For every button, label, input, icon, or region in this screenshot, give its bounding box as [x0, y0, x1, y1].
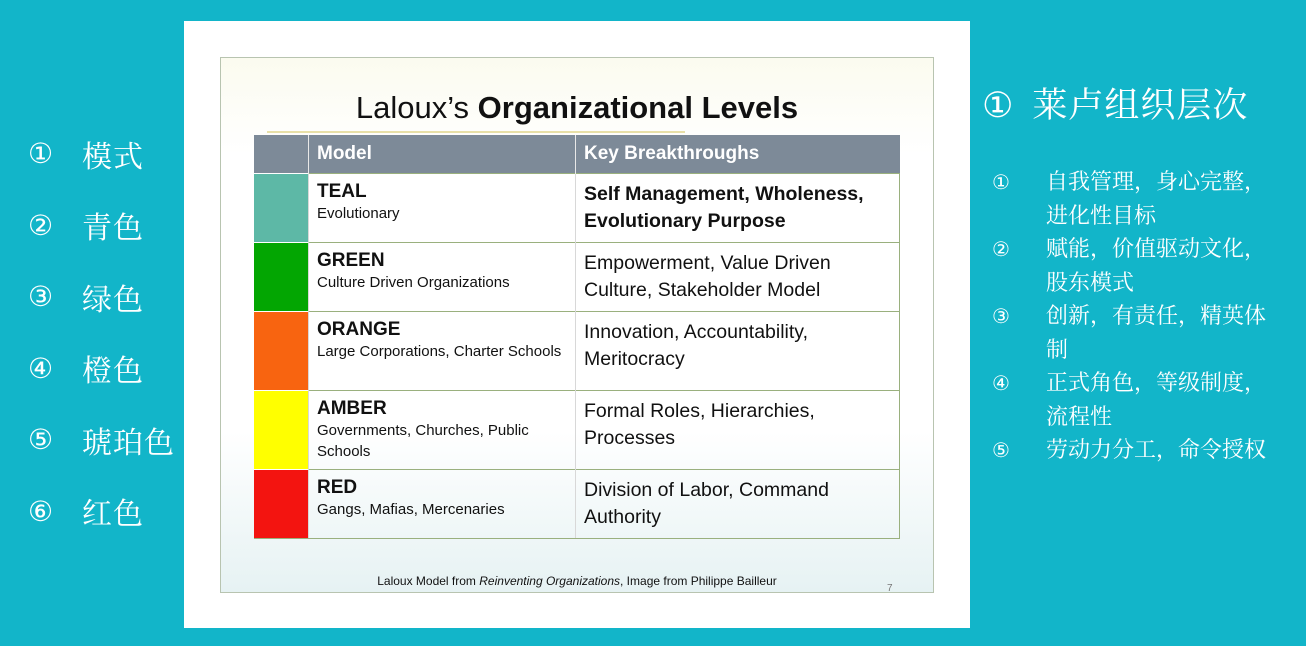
table-row-amber	[254, 391, 900, 470]
right-title: ① 莱卢组织层次	[982, 86, 1249, 126]
model-header: Model	[309, 135, 576, 174]
model-cell: RED Gangs, Mafias, Mercenaries	[309, 470, 576, 539]
table-row-red	[254, 470, 900, 539]
model-cell: ORANGE Large Corporations, Charter Schools	[309, 312, 576, 391]
slide-caption: Laloux Model from Reinventing Organizations, Image from Philippe Bailleur	[377, 574, 777, 588]
model-cell: GREEN Culture Driven Organizations	[309, 243, 576, 312]
model-cell: TEAL Evolutionary	[309, 174, 576, 243]
levels-table	[254, 135, 900, 539]
title-underline	[267, 131, 685, 133]
slide-page-number: 7	[887, 583, 893, 594]
color-swatch-green	[254, 243, 309, 312]
slide-title: Laloux’s Organizational Levels	[355, 90, 799, 125]
breakthroughs-cell: Innovation, Accountability, Meritocracy	[576, 312, 900, 391]
right-item: ③ 创新，有责任，精英体制	[992, 304, 1267, 363]
slide-image	[220, 57, 934, 593]
breakthroughs-cell: Formal Roles, Hierarchies, Processes	[576, 391, 900, 470]
table-row-teal	[254, 174, 900, 243]
left-item-green: ③ 绿色	[28, 280, 144, 318]
swatch-header	[254, 135, 309, 174]
breakthroughs-cell: Division of Labor, Command Authority	[576, 470, 900, 539]
left-item-model: ① 模式	[28, 137, 144, 175]
color-swatch-teal	[254, 174, 309, 243]
left-item-amber: ⑤ 琥珀色	[28, 423, 175, 461]
right-item: ② 赋能，价值驱动文化，股东模式	[992, 237, 1267, 296]
left-item-teal: ② 青色	[28, 208, 144, 247]
left-list	[28, 118, 188, 547]
right-item: ⑤ 劳动力分工，命令授权	[992, 438, 1267, 463]
right-item: ④ 正式角色，等级制度，流程性	[992, 371, 1267, 430]
left-item-red: ⑥ 红色	[28, 494, 144, 533]
left-item-orange: ④ 橙色	[28, 351, 144, 390]
color-swatch-orange	[254, 312, 309, 391]
table-header-row	[254, 135, 900, 174]
model-cell: AMBER Governments, Churches, Public Schools	[309, 391, 576, 470]
table-row-green	[254, 243, 900, 312]
breakthroughs-cell: Self Management, Wholeness, Evolutionary Purpose	[576, 174, 900, 243]
breakthroughs-cell: Empowerment, Value Driven Culture, Stakeholder Model	[576, 243, 900, 312]
table-row-orange	[254, 312, 900, 391]
slide-frame	[184, 21, 970, 628]
right-list	[992, 166, 1292, 468]
breakthroughs-header: Key Breakthroughs	[576, 135, 900, 174]
color-swatch-amber	[254, 391, 309, 470]
color-swatch-red	[254, 470, 309, 539]
right-item: ① 自我管理，身心完整，进化性目标	[992, 170, 1267, 229]
